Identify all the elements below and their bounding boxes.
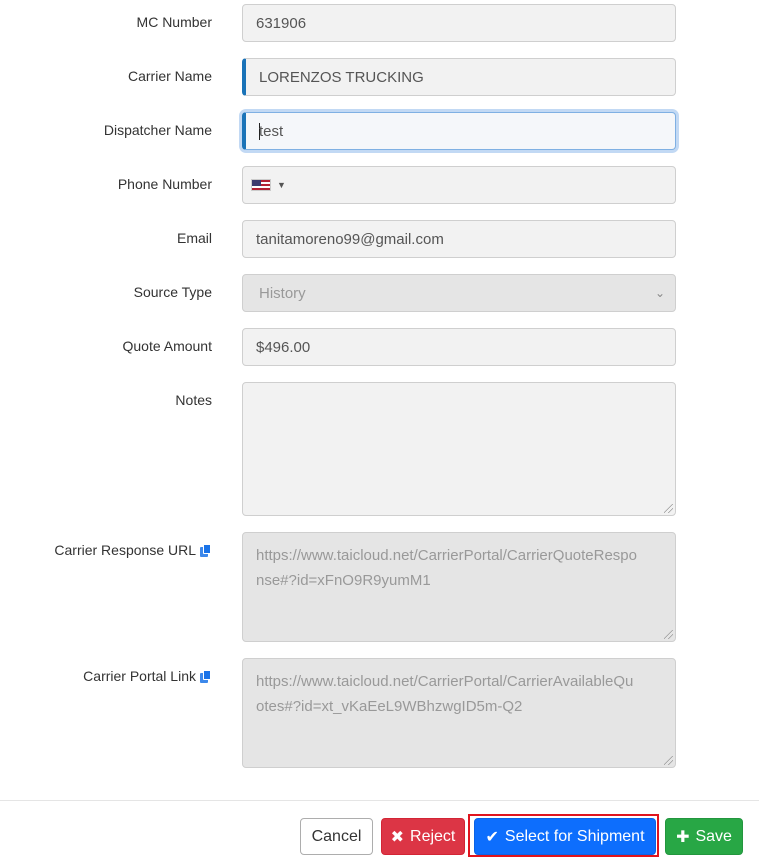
- reject-button[interactable]: [381, 818, 465, 855]
- source-type-value: History: [259, 284, 306, 302]
- dispatcher-name-input[interactable]: [242, 112, 676, 150]
- carrier-response-url-label: [54, 542, 212, 558]
- email-label: Email: [176, 230, 212, 246]
- cancel-button[interactable]: [300, 818, 373, 855]
- carrier-portal-link-textarea[interactable]: [242, 658, 676, 768]
- carrier-response-url-label-text: Carrier Response URL: [54, 542, 196, 558]
- footer-divider: [0, 800, 759, 801]
- quote-amount-input[interactable]: [242, 328, 676, 366]
- email-input[interactable]: [242, 220, 676, 258]
- carrier-portal-link-label-text: Carrier Portal Link: [83, 668, 196, 684]
- carrier-name-input[interactable]: [242, 58, 676, 96]
- plus-icon: ✚: [676, 828, 690, 846]
- carrier-portal-link-label: [83, 668, 212, 684]
- copy-icon[interactable]: [200, 544, 212, 557]
- mc-number-label: MC Number: [136, 14, 212, 30]
- resize-handle[interactable]: [664, 756, 673, 765]
- country-dropdown-caret-icon[interactable]: ▼: [277, 180, 286, 190]
- check-icon: ✔: [485, 828, 499, 846]
- resize-handle[interactable]: [664, 630, 673, 639]
- source-type-label: Source Type: [133, 284, 212, 300]
- carrier-portal-link-line-2: otes#?id=xt_vKaEeL9WBhzwgID5m-Q2: [256, 698, 523, 715]
- notes-label: Notes: [175, 392, 212, 408]
- cancel-button-label: Cancel: [311, 827, 362, 845]
- dispatcher-name-value: test: [259, 122, 284, 140]
- carrier-response-url-line-1: https://www.taicloud.net/CarrierPortal/CarrierQuoteRespo: [256, 547, 637, 564]
- carrier-response-url-textarea[interactable]: [242, 532, 676, 642]
- select-for-shipment-button-label: Select for Shipment: [504, 827, 645, 845]
- select-for-shipment-button[interactable]: [474, 818, 656, 855]
- quote-amount-label: Quote Amount: [122, 338, 212, 354]
- mc-number-input[interactable]: [242, 4, 676, 42]
- chevron-down-icon: ⌄: [654, 286, 665, 300]
- quote-amount-value: $496.00: [256, 338, 311, 356]
- carrier-name-label: Carrier Name: [127, 68, 212, 84]
- save-button-label: Save: [695, 827, 732, 845]
- reject-button-label: Reject: [410, 827, 456, 845]
- copy-icon[interactable]: [200, 670, 212, 683]
- resize-handle[interactable]: [664, 504, 673, 513]
- mc-number-value: 631906: [256, 14, 307, 32]
- carrier-response-url-line-2: nse#?id=xFnO9R9yumM1: [256, 572, 431, 589]
- us-flag-icon[interactable]: [251, 179, 271, 191]
- notes-textarea[interactable]: [242, 382, 676, 516]
- source-type-select[interactable]: [242, 274, 676, 312]
- phone-number-input[interactable]: [242, 166, 676, 204]
- carrier-portal-link-line-1: https://www.taicloud.net/CarrierPortal/CarrierAvailableQu: [256, 673, 634, 690]
- carrier-name-value: LORENZOS TRUCKING: [259, 68, 424, 86]
- save-button[interactable]: [665, 818, 743, 855]
- email-value: tanitamoreno99@gmail.com: [256, 230, 444, 248]
- close-icon: ✖: [390, 828, 405, 846]
- dispatcher-name-label: Dispatcher Name: [103, 122, 212, 138]
- phone-number-label: Phone Number: [117, 176, 212, 192]
